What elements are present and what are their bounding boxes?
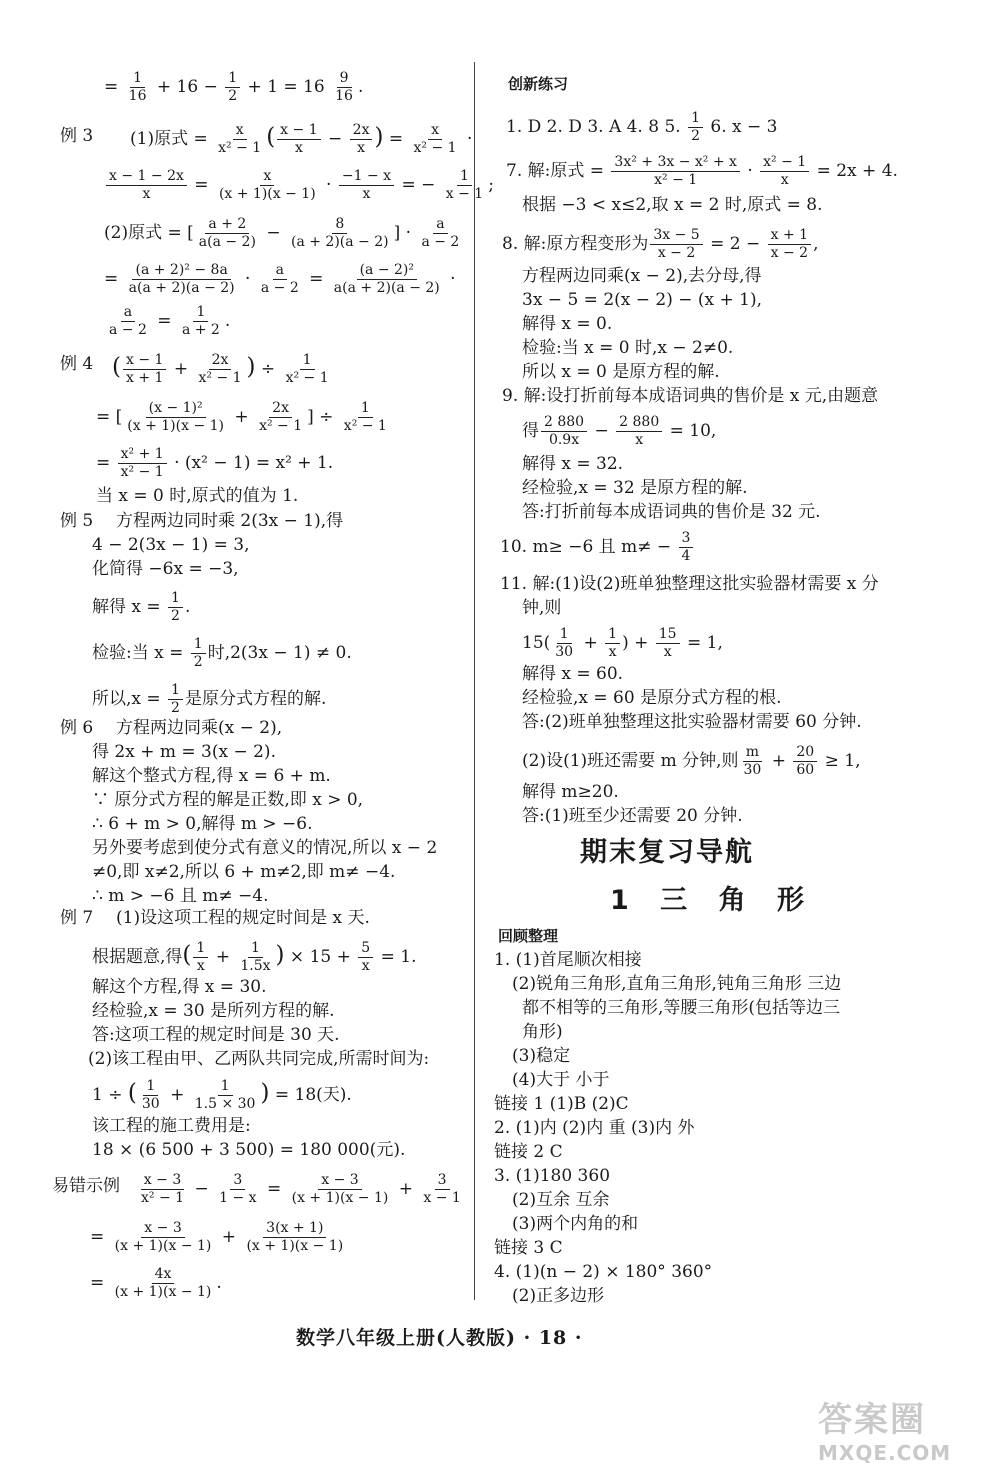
equation-line: $\frac{x - 3}{\text{x² − 1}}$ − $\frac{3}{1 - x}$ = $\frac{x - 3}{(x + 1)(x - 1)}$ + $\frac{3}{x - 1}$ — [141, 1172, 461, 1206]
text-line: (2)正多边形 — [512, 1286, 605, 1306]
mistake-example-label: 易错示例 — [52, 1176, 120, 1196]
text-line: 解得 x = 60. — [522, 664, 624, 684]
text-line: (1)设这项工程的规定时间是 x 天. — [116, 908, 370, 928]
equation-line: ( $\frac{x - 1}{x + 1}$ + $\frac{2x}{\text{x² − 1}}$ ) ÷ $\frac{1}{\text{x² − 1}}$ — [112, 352, 329, 386]
text-line: 经检验,x = 60 是原分式方程的根. — [522, 688, 782, 708]
equation-line: 10. m≥ −6 且 m≠ − $\frac{3}{4}$ — [500, 530, 695, 565]
text-line: 方程两边同乘(x − 2), — [116, 718, 283, 738]
text-line: 检验:当 x = 0 时,x − 2≠0. — [522, 338, 734, 358]
example-label: 例 3 — [60, 126, 94, 146]
text-line: 都不相等的三角形,等腰三角形(包括等边三 — [522, 998, 841, 1018]
equation-line: = $\frac{1}{16}$ + 16 − $\frac{1}{2}$ + 1 = 16 $\frac{9}{16}$ . — [104, 70, 364, 104]
example-label: 例 4 — [60, 354, 94, 374]
text-line: 所以 x = 0 是原方程的解. — [522, 362, 720, 382]
text-line: 方程两边同乘(x − 2),去分母,得 — [522, 266, 762, 286]
text-line: 答:(1)班至少还需要 20 分钟. — [522, 806, 743, 826]
equation-line: 1 ÷ ( $\frac{1}{30}$ + $\frac{1}{1.5 \times 30}$ ) = 18(天). — [92, 1078, 352, 1112]
text-line: 链接 1 (1)B (2)C — [494, 1094, 629, 1114]
equation-line: (2)设(1)班还需要 m 分钟,则 $\frac{m}{30}$ + $\frac{20}{60}$ ≥ 1, — [522, 744, 861, 778]
equation-line: 检验:当 x = $\frac{1}{2}$ 时,2(3x − 1) ≠ 0. — [92, 636, 352, 670]
equation-line: 15( $\frac{1}{30}$ + $\frac{1}{x}$ ) + $\frac{15}{x}$ = 1, — [522, 626, 723, 660]
equation-line: 根据题意,得( $\frac{1}{x}$ + $\frac{1}{1.5x}$ ) × 15 + $\frac{5}{x}$ = 1. — [92, 940, 417, 974]
text-line: 经检验,x = 32 是原方程的解. — [522, 478, 748, 498]
text-line: 链接 2 C — [494, 1142, 563, 1162]
text-line: 方程两边同时乘 2(3x − 1),得 — [116, 511, 344, 531]
watermark-url: MXQE.COM — [818, 1441, 952, 1465]
watermark-text: 答案圈 — [818, 1400, 926, 1440]
text-line: 9. 解:设打折前每本成语词典的售价是 x 元,由题意 — [502, 386, 879, 406]
text-line: 另外要考虑到使分式有意义的情况,所以 x − 2 — [92, 838, 438, 858]
equation-line: = $\frac{4x}{(x + 1)(x - 1)}$ . — [90, 1266, 222, 1300]
text-line: (2)该工程由甲、乙两队共同完成,所需时间为: — [88, 1049, 430, 1069]
equation-line: = $\frac{x - 3}{(x + 1)(x - 1)}$ + $\frac{3(x + 1)}{(x + 1)(x - 1)}$ — [90, 1220, 344, 1254]
text-line: 1. (1)首尾顺次相接 — [494, 950, 642, 970]
equation-line: 得 $\frac{2 880}{0.9x}$ − $\frac{2 880}{x}$ = 10, — [522, 414, 717, 448]
text-line: 得 2x + m = 3(x − 2). — [92, 742, 276, 762]
equation-line: $\frac{a}{a - 2}$ = $\frac{1}{a + 2}$ . — [109, 304, 231, 338]
text-line: 18 × (6 500 + 3 500) = 180 000(元). — [92, 1140, 406, 1160]
text-line: (2)锐角三角形,直角三角形,钝角三角形 三边 — [512, 974, 842, 994]
watermark-logo — [818, 1392, 988, 1465]
text-line: 3x − 5 = 2(x − 2) − (x + 1), — [522, 290, 763, 310]
text-line: ∴ 6 + m > 0,解得 m > −6. — [92, 814, 313, 834]
text-line: 解得 x = 0. — [522, 314, 613, 334]
text-line: 4 − 2(3x − 1) = 3, — [92, 535, 250, 555]
equation-line: 解得 x = $\frac{1}{2}$ . — [92, 590, 191, 624]
example-label: 例 7 — [60, 908, 94, 928]
text-line: 解这个整式方程,得 x = 6 + m. — [92, 766, 331, 786]
equation-line: = $\frac{\text{x² + 1}}{\text{x² − 1}}$ · (x² − 1) = x² + 1. — [96, 446, 334, 480]
equation-line: (2)原式 = [ $\frac{a + 2}{a(a - 2)}$ − $\frac{8}{(a + 2)(a - 2)}$ ] · $\frac{a}{a - 2}$ — [104, 216, 460, 250]
text-line: 11. 解:(1)设(2)班单独整理这批实验器材需要 x 分 — [500, 574, 879, 594]
text-line: 答:这项工程的规定时间是 30 天. — [92, 1025, 340, 1045]
chapter-title: 期末复习导航 — [580, 837, 754, 868]
text-line: 4. (1)(n − 2) × 180° 360° — [494, 1262, 713, 1282]
text-line: ∴ m > −6 且 m≠ −4. — [92, 886, 269, 906]
text-line: 该工程的施工费用是: — [92, 1116, 251, 1136]
text-line: 化简得 −6x = −3, — [92, 559, 239, 579]
text-line: 根据 −3 < x≤2,取 x = 2 时,原式 = 8. — [522, 195, 823, 215]
text-line: ∵ 原分式方程的解是正数,即 x > 0, — [92, 790, 364, 810]
text-line: (3)两个内角的和 — [512, 1214, 639, 1234]
section-heading: 创新练习 — [508, 75, 569, 93]
equation-line: (1)原式 = $\frac{x}{\text{x² − 1}}$ ( $\frac{x - 1}{x}$ − $\frac{2x}{x}$ ) = $\frac{x}{\text{x² − 1}}$ · — [130, 122, 473, 156]
page-footer: 数学八年级上册(人教版) · 18 · — [296, 1327, 583, 1349]
text-line: 当 x = 0 时,原式的值为 1. — [96, 486, 299, 506]
equation-line: 所以,x = $\frac{1}{2}$ 是原分式方程的解. — [92, 682, 327, 716]
text-line: 2. (1)内 (2)内 重 (3)内 外 — [494, 1118, 695, 1138]
text-line: ≠0,即 x≠2,所以 6 + m≠2,即 m≠ −4. — [92, 862, 396, 882]
equation-line: $\frac{x - 1 - 2x}{x}$ = $\frac{x}{(x + 1)(x - 1)}$ · $\frac{-1 - x}{x}$ = − $\frac{1}{x - 1}$ ; — [104, 168, 494, 203]
text-line: 解得 x = 32. — [522, 454, 624, 474]
text-line: 答:打折前每本成语词典的售价是 32 元. — [522, 502, 821, 522]
text-line: 解这个方程,得 x = 30. — [92, 977, 267, 997]
equation-line: 8. 解:原方程变形为 $\frac{3x - 5}{x - 2}$ = 2 − $\frac{x + 1}{x - 2}$ , — [502, 227, 819, 261]
example-label: 例 5 — [60, 511, 94, 531]
text-line: 答:(2)班单独整理这批实验器材需要 60 分钟. — [522, 712, 862, 732]
text-line: (2)互余 互余 — [512, 1190, 610, 1210]
example-label: 例 6 — [60, 718, 94, 738]
text-line: 解得 m≥20. — [522, 782, 619, 802]
equation-line: = $\frac{\text{(a + 2)² − 8a}}{a(a + 2)(a - 2)}$ · $\frac{a}{a - 2}$ = $\frac{\text{(a − 2)²}}{a(a + 2)(a - 2)}$ · — [104, 262, 456, 296]
text-line: 3. (1)180 360 — [494, 1166, 611, 1186]
text-line: (4)大于 小于 — [512, 1070, 610, 1090]
text-line: (3)稳定 — [512, 1046, 571, 1066]
chapter-subtitle: 1 三 角 形 — [610, 885, 804, 916]
column-divider — [474, 62, 475, 1300]
text-line: 经检验,x = 30 是所列方程的解. — [92, 1001, 335, 1021]
answer-line: 1. D 2. D 3. A 4. 8 5. $\frac{1}{2}$ 6. x − 3 — [506, 110, 778, 144]
section-heading: 回顾整理 — [498, 927, 559, 945]
text-line: 钟,则 — [522, 598, 562, 618]
text-line: 角形) — [522, 1022, 563, 1042]
equation-line: 7. 解:原式 = $\frac{\text{3x² + 3x − x² + x}}{\text{x² − 1}}$ · $\frac{\text{x² − 1}}{x}$ = 2x + 4. — [506, 154, 898, 188]
text-line: 链接 3 C — [494, 1238, 563, 1258]
equation-line: = [ $\frac{\text{(x − 1)²}}{(x + 1)(x - 1)}$ + $\frac{2x}{\text{x² − 1}}$ ] ÷ $\frac{1}{\text{x² − 1}}$ — [96, 400, 387, 434]
